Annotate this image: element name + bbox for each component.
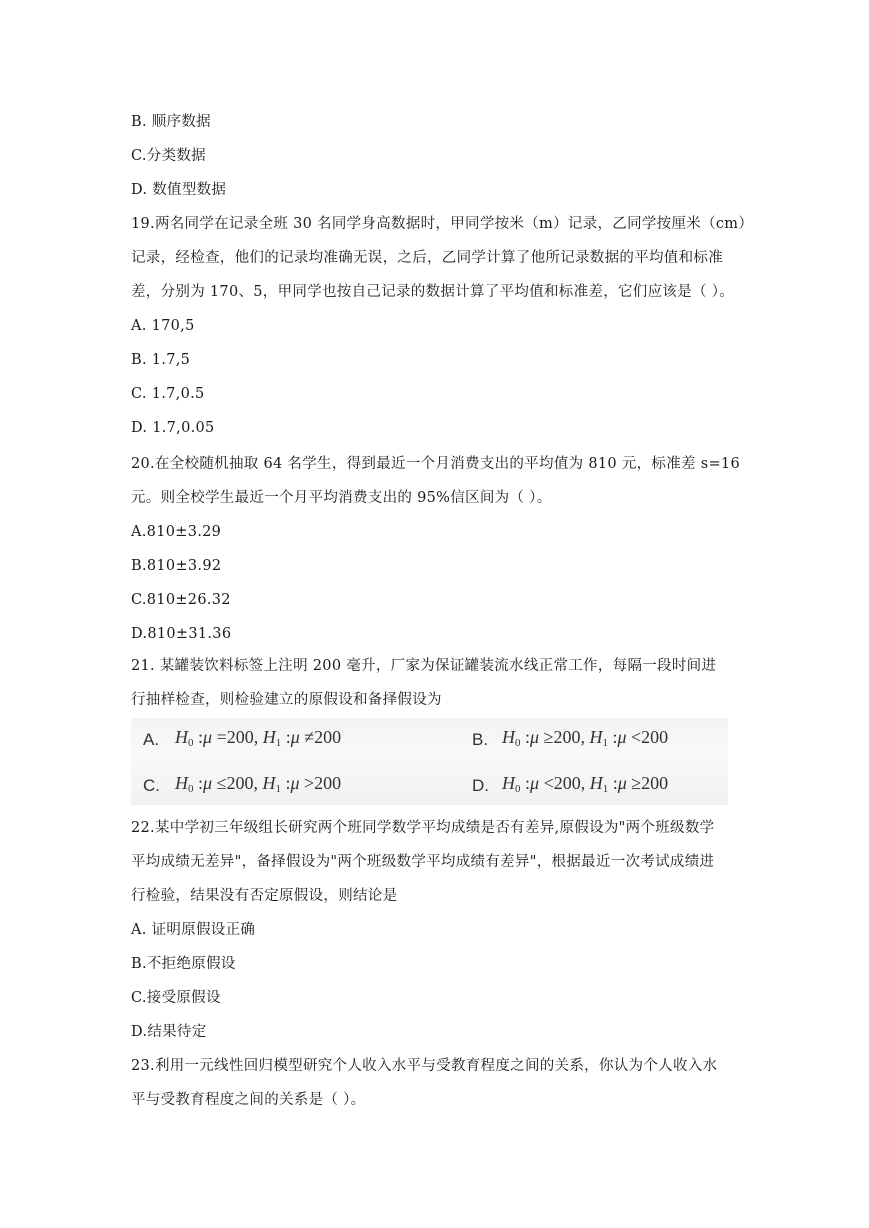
q19-stem-line-3: 差，分别为 170、5，甲同学也按自己记录的数据计算了平均值和标准差，它们应该是（ ）。 [131,284,735,300]
q21-option-b-formula: $H_0$ :μ ≥200, $H_1$ :μ <200 [502,727,669,749]
q19-option-a: A. 170,5 [131,318,195,334]
q21-option-a-formula: $H_0$ :μ =200, $H_1$ :μ ≠200 [175,727,342,749]
q21-option-d-letter: D. [472,776,489,795]
q23-stem-line-2: 平与受教育程度之间的关系是（ ）。 [131,1092,366,1108]
q19-stem-line-1: 19.两名同学在记录全班 30 名同学身高数据时，甲同学按米（m）记录，乙同学按厘米（cm） [131,216,754,232]
q20-option-b: B.810±3.92 [131,558,222,574]
q22-option-b: B.不拒绝原假设 [131,956,236,972]
q21-stem-line-1: 21. 某罐装饮料标签上注明 200 毫升，厂家为保证罐装流水线正常工作，每隔一段时间进 [131,658,717,674]
q21-option-b-letter: B. [472,730,489,749]
q21-options-image [131,718,728,805]
q21-option-d-formula: $H_0$ :μ <200, $H_1$ :μ ≥200 [502,773,669,795]
q21-stem-line-2: 行抽样检查，则检验建立的原假设和备择假设为 [131,692,442,708]
q19-option-b: B. 1.7,5 [131,352,191,368]
q22-option-d: D.结果待定 [131,1024,207,1040]
q21-option-a-letter: A. [143,730,160,749]
q22-option-a: A. 证明原假设正确 [131,922,256,938]
q20-stem-line-1: 20.在全校随机抽取 64 名学生，得到最近一个月消费支出的平均值为 810 元，标准差 s=16 [131,456,740,472]
q19-option-d: D. 1.7,0.05 [131,420,215,436]
q19-option-c: C. 1.7,0.5 [131,386,205,402]
q20-option-c: C.810±26.32 [131,592,231,608]
q18-option-d: D. 数值型数据 [131,182,227,198]
q22-stem-line-2: 平均成绩无差异"，备择假设为"两个班级数学平均成绩有差异"，根据最近一次考试成绩进 [131,854,715,870]
q23-stem-line-1: 23.利用一元线性回归模型研究个人收入水平与受教育程度之间的关系，你认为个人收入水 [131,1058,718,1074]
q18-option-c: C.分类数据 [131,148,206,164]
q20-option-d: D.810±31.36 [131,626,232,642]
q22-stem-line-3: 行检验，结果没有否定原假设，则结论是 [131,888,398,904]
q19-stem-line-2: 记录，经检查，他们的记录均准确无误，之后，乙同学计算了他所记录数据的平均值和标准 [131,250,723,266]
q22-stem-line-1: 22.某中学初三年级组长研究两个班同学数学平均成绩是否有差异,原假设为"两个班级数学 [131,820,715,836]
q22-option-c: C.接受原假设 [131,990,221,1006]
q21-option-c-letter: C. [143,776,160,795]
q18-option-b: B. 顺序数据 [131,114,211,130]
q20-stem-line-2: 元。则全校学生最近一个月平均消费支出的 95%信区间为（ ）。 [131,490,552,506]
q21-option-c-formula: $H_0$ :μ ≤200, $H_1$ :μ >200 [175,773,342,795]
q20-option-a: A.810±3.29 [131,524,222,540]
